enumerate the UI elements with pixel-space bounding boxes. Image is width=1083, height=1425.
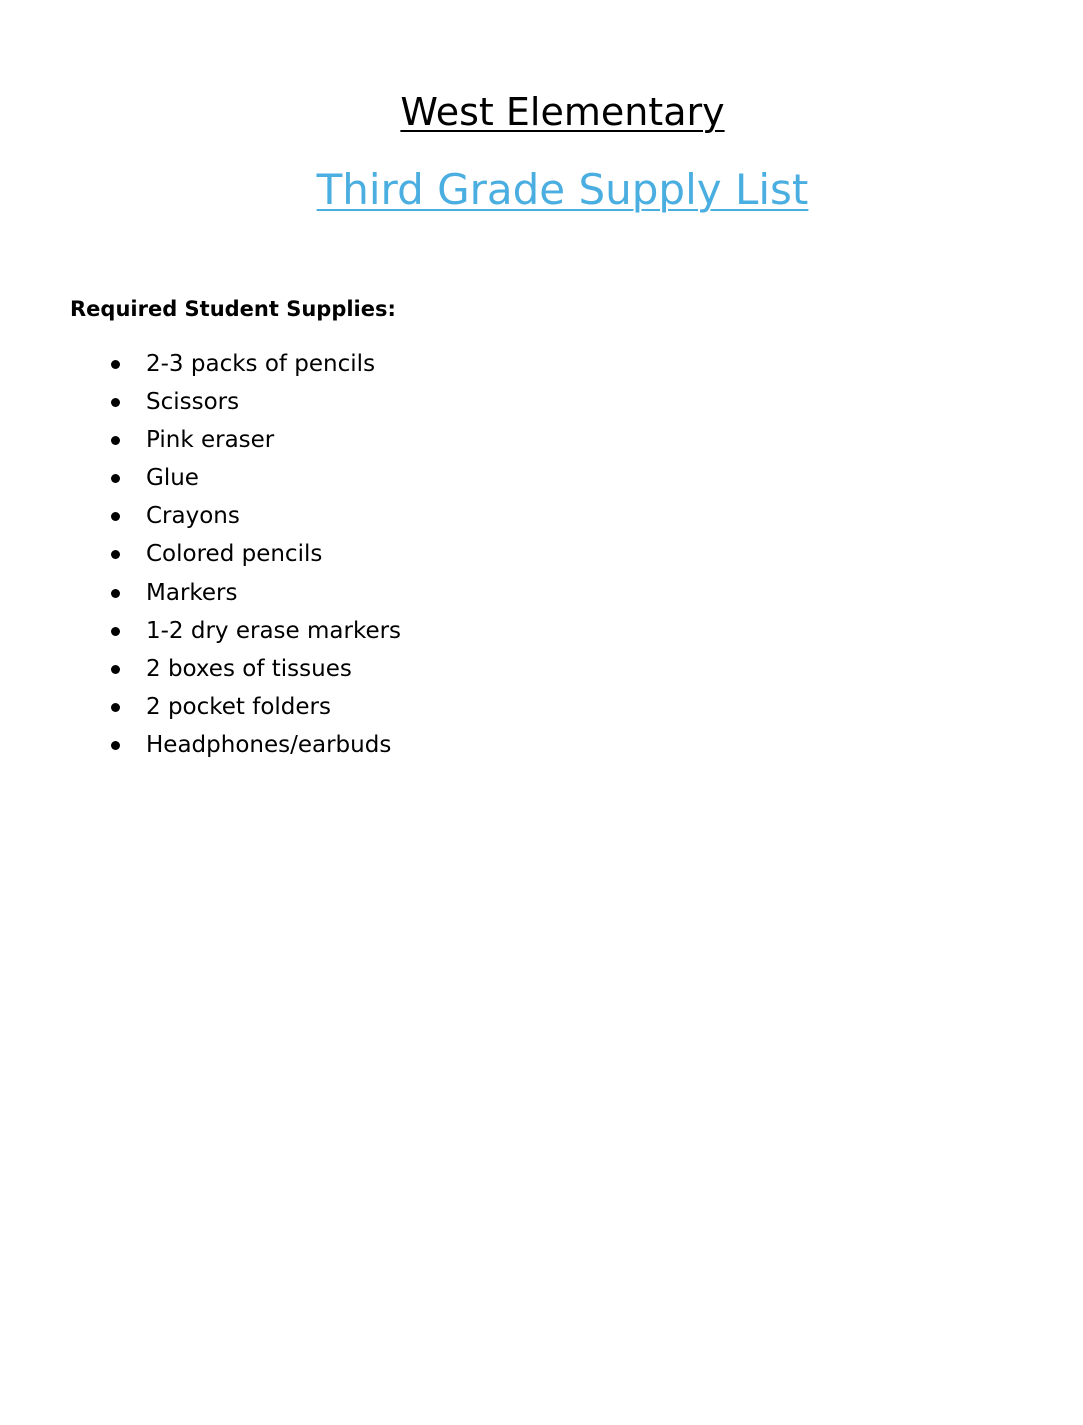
bullet-icon [111,474,120,483]
school-name-heading: West Elementary [400,90,725,134]
bullet-icon [111,398,120,407]
list-item-text: 1-2 dry erase markers [146,617,402,644]
list-item-text: Crayons [146,503,240,530]
bullet-icon [111,512,120,521]
list-item-text: Scissors [146,389,240,416]
bullet-icon [111,550,120,559]
bullet-icon [111,665,120,674]
list-item-text: Markers [146,579,238,606]
supply-list-title: Third Grade Supply List [316,165,809,214]
bullet-icon [111,589,120,598]
list-item-text: 2 boxes of tissues [146,655,352,682]
list-item-text: Headphones/earbuds [146,731,392,758]
bullet-icon [111,436,120,445]
required-supplies-heading: Required Student Supplies: [70,297,396,321]
bullet-icon [111,360,120,369]
list-item-text: Pink eraser [146,427,275,454]
list-item-text: 2 pocket folders [146,693,331,720]
bullet-icon [111,627,120,636]
list-item-text: 2-3 packs of pencils [146,351,376,377]
bullet-icon [111,703,120,712]
bullet-icon [111,741,120,750]
list-item-text: Glue [146,465,199,492]
list-item-text: Colored pencils [146,541,323,568]
